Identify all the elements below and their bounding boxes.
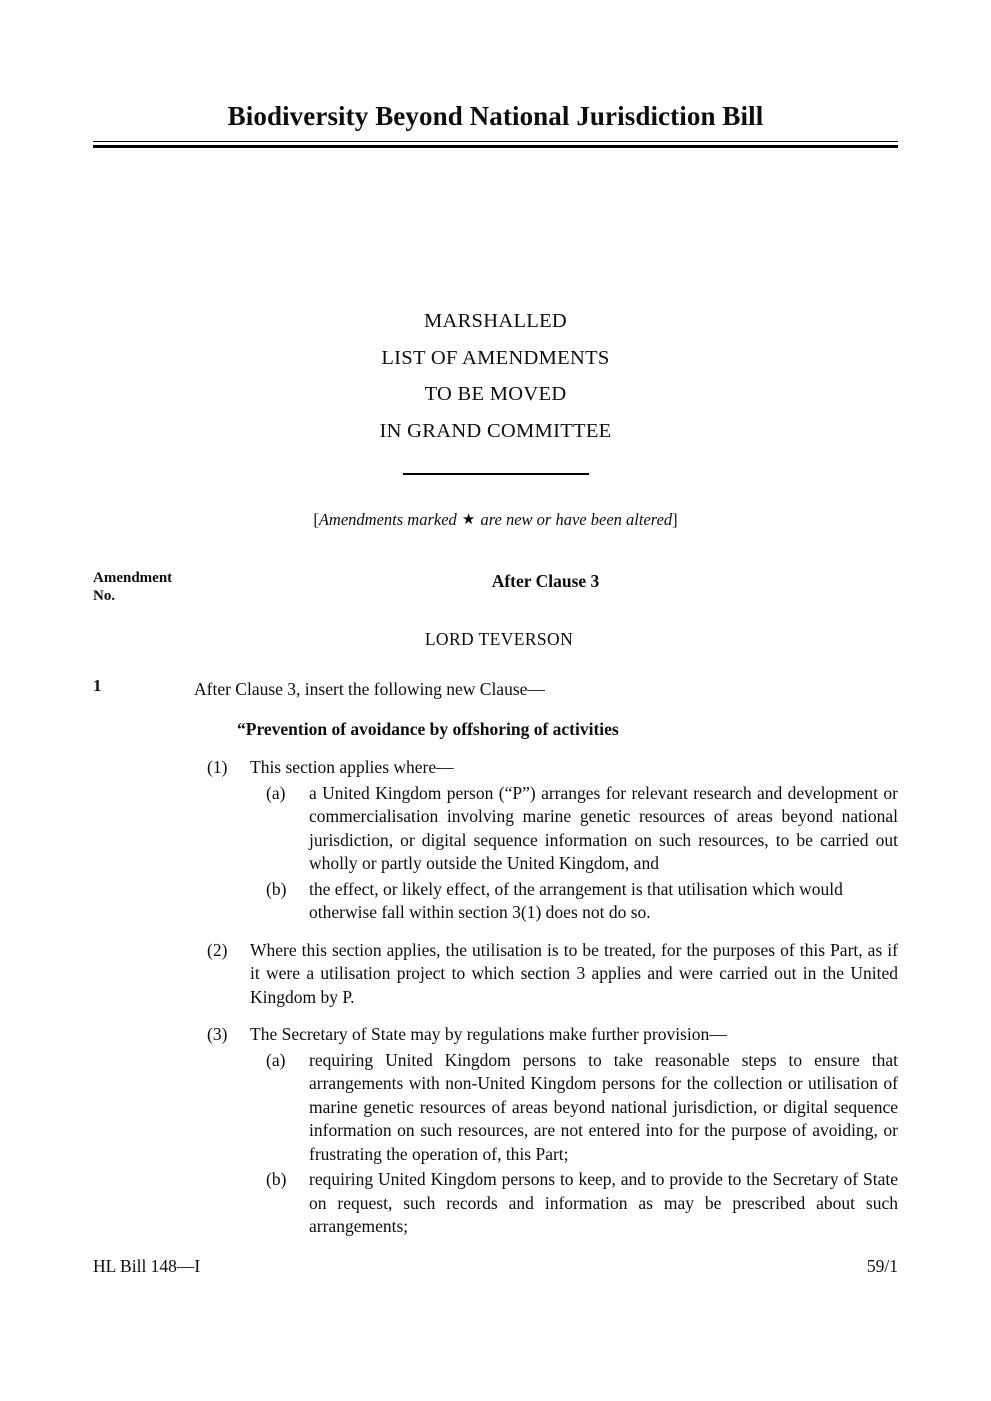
note-close-bracket: ] <box>672 510 678 529</box>
title-rule-thin <box>93 141 898 142</box>
heading-line-to-be-moved: TO BE MOVED <box>424 383 567 405</box>
star-icon: ★ <box>461 512 476 528</box>
subsection-text: The Secretary of State may by regulations make further provision— <box>250 1024 727 1044</box>
subsection-marker: (3) <box>207 1024 228 1044</box>
subsection-text: Where this section applies, the utilisation is to be treated, for the purposes of this Part, as if it were a utilisation project to which section 3 applies and were carried out in the United Kingdom by P. <box>250 939 898 1007</box>
subsection-item <box>152 782 898 876</box>
heading-line-list-of-amendments: LIST OF AMENDMENTS <box>381 346 610 369</box>
subsection-item-marker: (a) <box>266 1049 286 1070</box>
subsection-item-text: requiring United Kingdom persons to keep, and to provide to the Secretary of State on request, such records and information as may be prescribed about such arrangements; <box>309 1169 898 1236</box>
subsection-text: This section applies where— <box>250 757 454 777</box>
masthead <box>93 100 898 148</box>
sponsor-name-wrap <box>93 629 898 650</box>
new-clause-title: “Prevention of avoidance by offshoring of activities <box>237 719 619 739</box>
subsection-item <box>152 1168 898 1239</box>
bill-reference: HL Bill 148—I <box>93 1256 201 1276</box>
clause-heading: After Clause 3 <box>491 571 600 591</box>
title-rule-thick <box>93 145 898 148</box>
page-number: 59/1 <box>866 1256 898 1276</box>
amendment-body <box>93 676 898 1239</box>
amendment-number: 1 <box>93 676 102 695</box>
subsection-item-text: the effect, or likely effect, of the arrangement is that utilisation which would otherwise fall within section 3(1) does not do so. <box>309 878 843 922</box>
amendment-no-label-line1: Amendment <box>93 570 173 586</box>
page-title: Biodiversity Beyond National Jurisdiction Bill <box>227 101 764 131</box>
heading-line-marshalled: MARSHALLED <box>423 310 568 332</box>
subsection <box>93 1023 898 1047</box>
heading-divider-wrap <box>93 473 898 475</box>
note-open-bracket: [ <box>313 510 319 529</box>
amendment-intro-text: After Clause 3, insert the following new Clause— <box>194 679 545 699</box>
note-text-after: are new or have been altered <box>476 510 673 529</box>
subsection-item-text: requiring United Kingdom persons to take reasonable steps to ensure that arrangements with non-United Kingdom persons for the collection or utilisation of marine genetic resources of areas beyond national jurisdiction, or digital sequence information on such resources, are not entered into for the purpose of avoiding, or frustrating the operation of, this Part; <box>309 1049 898 1164</box>
subsection-item <box>152 878 898 925</box>
amendment-no-label-line2: No. <box>93 588 116 604</box>
subsection-item-marker: (b) <box>266 1169 287 1189</box>
amendment-intro-row <box>93 676 898 702</box>
subsection-item-marker: (b) <box>266 878 287 899</box>
subsection-item-marker: (a) <box>266 782 286 803</box>
subsection <box>93 939 898 1010</box>
subsection-item <box>152 1049 898 1167</box>
subsection-marker: (1) <box>207 757 228 777</box>
sponsor-name: LORD TEVERSON <box>424 629 574 649</box>
heading-divider-rule <box>403 473 589 475</box>
subsection-marker: (2) <box>207 939 228 960</box>
subsection <box>93 756 898 780</box>
heading-line-in-grand-committee: IN GRAND COMMITTEE <box>379 419 612 442</box>
subsection-item-text: a United Kingdom person (“P”) arranges for relevant research and development or commercialisation involving marine genetic resources of areas beyond national jurisdiction, or digital sequence information on such resources, to be carried out wholly or partly outside the United Kingdom, and <box>309 782 898 873</box>
marshalled-list-heading <box>93 303 898 475</box>
amendments-marked-note <box>93 510 898 530</box>
note-text-before: Amendments marked <box>318 510 461 529</box>
page-footer <box>93 1256 898 1277</box>
